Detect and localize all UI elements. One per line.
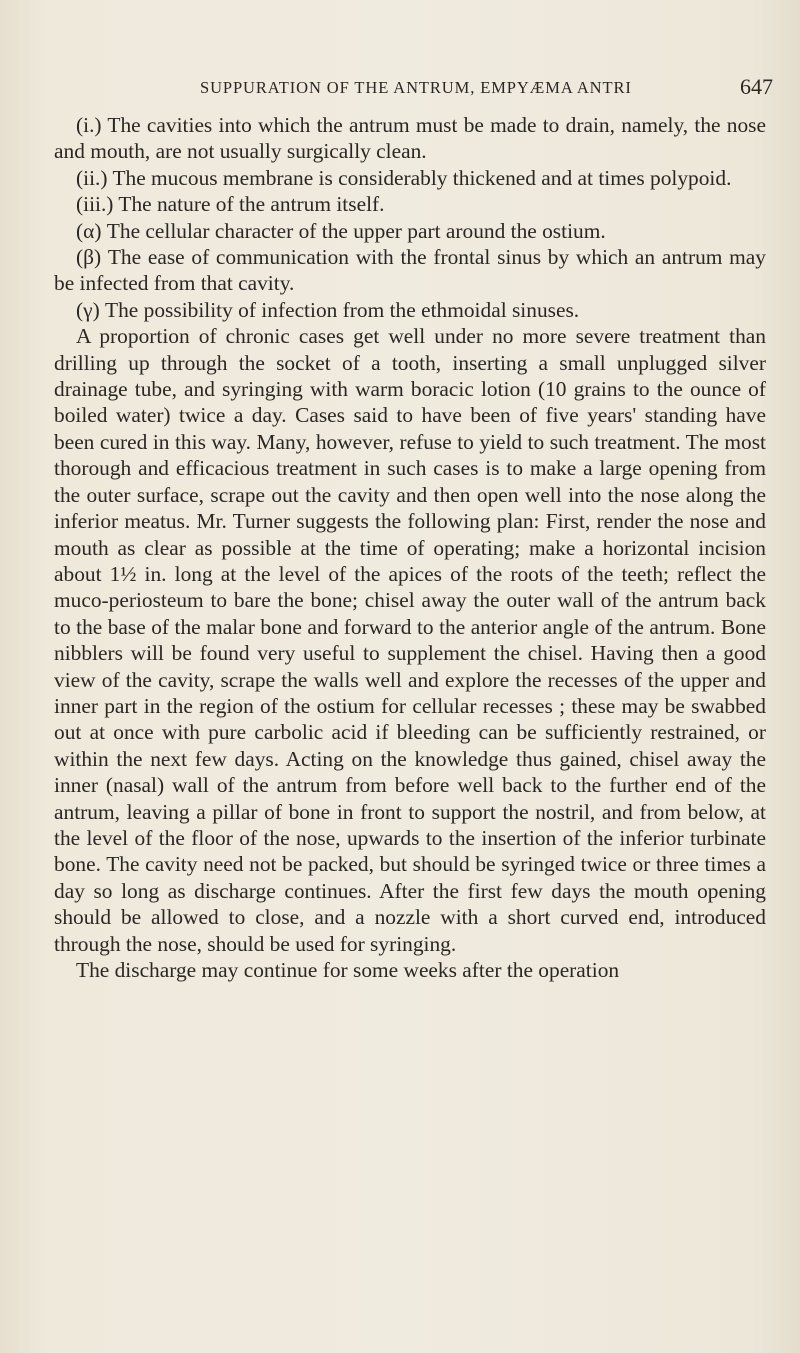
paragraph-subpoint-beta: (β) The ease of communication with the frontal sinus by which an antrum may be infected from that cavity.	[54, 245, 766, 296]
page-number: 647	[740, 74, 773, 99]
paragraph-reason-i: (i.) The cavities into which the antrum must be made to drain, namely, the nose and mouth, are not usually surgically clean.	[54, 113, 766, 164]
paragraph-treatment: A proportion of chronic cases get well under no more severe treatment than drilling up through the socket of a tooth, inserting a small unplugged silver drainage tube, and syringing with warm boracic lotion (10 grains to the ounce of boiled water) twice a day. Cases said to have been of five years' standing have been cured in this way. Many, however, refuse to yield to such treatment. The most thorough and efficacious treatment in such cases is to make a large opening from the outer surface, scrape out the cavity and then open well into the nose along the inferior meatus. Mr. Turner suggests the following plan: First, render the nose and mouth as clear as possible at the time of operating; make a horizontal incision about 1½ in. long at the level of the apices of the roots of the teeth; reflect the muco-periosteum to bare the bone; chisel away the outer wall of the antrum back to the base of the malar bone and forward to the anterior angle of the antrum. Bone nibblers will be found very useful to supplement the chisel. Having then a good view of the cavity, scrape the walls well and explore the recesses of the upper and inner part in the region of the ostium for cellular recesses ; these may be swabbed out at once with pure carbolic acid if bleeding can be sufficiently restrained, or within the next few days. Acting on the knowledge thus gained, chisel away the inner (nasal) wall of the antrum from before well back to the further end of the antrum, leaving a pillar of bone in front to support the nostril, and from below, at the level of the floor of the nose, upwards to the insertion of the inferior turbinate bone. The cavity need not be packed, but should be syringed twice or three times a day so long as discharge continues. After the first few days the mouth opening should be allowed to close, and a nozzle with a short curved end, introduced through the nose, should be used for syringing.	[54, 324, 766, 956]
paragraph-reason-iii: (iii.) The nature of the antrum itself.	[76, 192, 385, 217]
paragraph-reason-ii: (ii.) The mucous membrane is considerably thickened and at times polypoid.	[76, 165, 732, 190]
paragraph-subpoint-alpha: (α) The cellular character of the upper part around the ostium.	[76, 218, 606, 243]
body-text	[54, 112, 766, 983]
paragraph-subpoint-gamma: (γ) The possibility of infection from the ethmoidal sinuses.	[76, 297, 580, 322]
running-head: SUPPURATION OF THE ANTRUM, EMPYÆMA ANTRI	[200, 78, 632, 97]
paragraph-discharge: The discharge may continue for some weeks after the operation	[76, 958, 620, 982]
